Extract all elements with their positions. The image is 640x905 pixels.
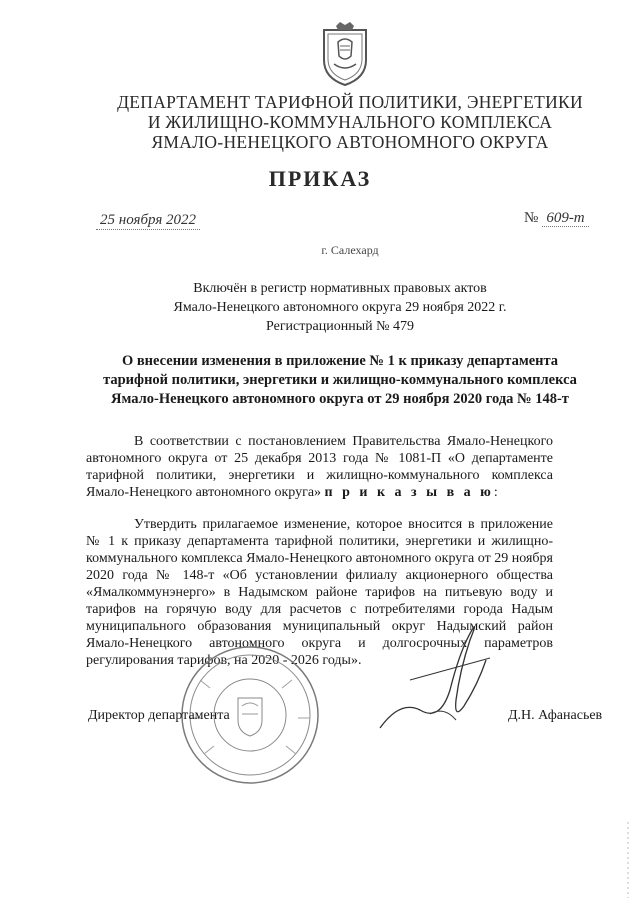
order-title-line-3: Ямало-Ненецкого автономного округа от 29 ноября 2020 года № 148-т <box>111 391 569 407</box>
document-number-handwritten: 609-т <box>542 210 588 227</box>
signatory-name: Д.Н. Афанасьев <box>508 708 603 723</box>
order-command: п р и к а з ы в а ю <box>324 485 494 500</box>
department-name-line-2: И ЖИЛИЩНО-КОММУНАЛЬНОГО КОМПЛЕКСА <box>147 112 553 132</box>
order-clause-paragraph: Утвердить прилагаемое изменение, которое вносится в приложение № 1 к приказу департамента тарифной политики, энергетики и жилищно-коммунального комплекса Ямало-Ненецкого автономного округа от 29 ноября 2020 года № 148-т «Об установлении филиалу акционерного общества «Ямалкоммунэнерго» в Надымском районе тарифов на питьевую воду и тарифов на горячую воду для расчетов с потребителями города Надым муниципального образования муниципальный округ Надымский район Ямало-Ненецкого автономного округа и долгосрочных параметров регулирования тарифов, на 2020 - 2026 годы». <box>86 517 553 668</box>
preamble-paragraph <box>86 433 553 501</box>
handwritten-signature <box>360 610 520 750</box>
order-title <box>100 352 580 409</box>
order-title-line-2: тарифной политики, энергетики и жилищно-коммунального комплекса <box>103 372 577 388</box>
registration-line-1: Включён в регистр нормативных правовых актов <box>193 281 487 296</box>
department-name-line-3: ЯМАЛО-НЕНЕЦКОГО АВТОНОМНОГО ОКРУГА <box>151 132 549 152</box>
department-name-line-1: ДЕПАРТАМЕНТ ТАРИФНОЙ ПОЛИТИКИ, ЭНЕРГЕТИКИ <box>117 92 583 112</box>
order-title-line-1: О внесении изменения в приложение № 1 к приказу департамента <box>121 353 559 369</box>
scan-edge-artifact <box>622 820 634 900</box>
registration-line-3: Регистрационный № 479 <box>266 319 414 334</box>
preamble-text: В соответствии с постановлением Правительства Ямало-Ненецкого автономного округа от 25 декабря 2013 года № 1081-П «О департаменте тарифной политики, энергетики и жилищно-коммунального комплекса Ямало-Ненецкого автономного округа» <box>86 434 553 500</box>
document-number <box>524 210 589 227</box>
document-city: г. Салехард <box>321 243 379 257</box>
signatory-position: Директор департамента <box>88 708 230 723</box>
registration-line-2: Ямало-Ненецкого автономного округа 29 ноября 2022 г. <box>173 300 507 315</box>
document-type-heading: ПРИКАЗ <box>268 166 372 191</box>
document-date-handwritten: 25 ноября 2022 <box>96 212 200 230</box>
document-number-label: № <box>524 210 539 226</box>
coat-of-arms-emblem <box>318 22 372 88</box>
preamble-end: : <box>493 485 498 500</box>
